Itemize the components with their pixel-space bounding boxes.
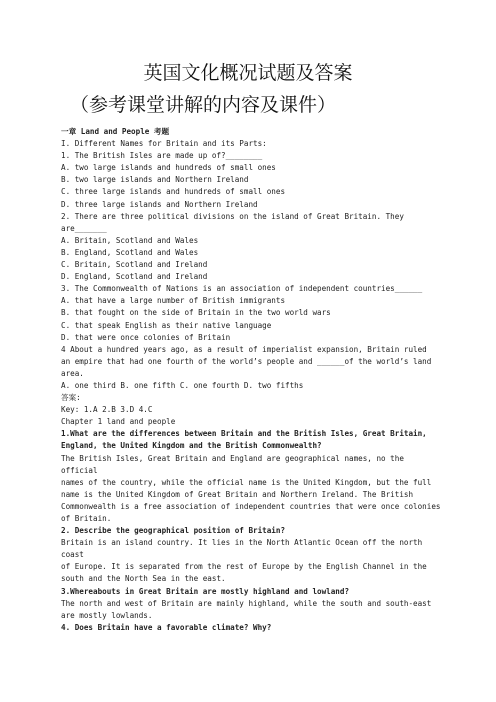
answer-2-line-1: Britain is an island country. It lies in the North Atlantic Ocean off the north coast [61, 538, 423, 560]
short-question-3: 3.Whereabouts in Great Britain are mostly highland and lowland? [61, 586, 350, 596]
q1-option-a: A. two large islands and hundreds of small ones [61, 163, 276, 173]
answer-label: 答案: [61, 393, 81, 403]
q2-option-d: D. England, Scotland and Ireland [61, 272, 208, 282]
q1-option-b: B. two large islands and Northern Ireland [61, 175, 249, 185]
q3-option-d: D. that were once colonies of Britain [61, 332, 231, 342]
q2-option-a: A. Britain, Scotland and Wales [61, 235, 199, 245]
q1-option-c: C. three large islands and hundreds of small ones [61, 187, 286, 197]
section-heading: I. Different Names for Britain and its Parts: [61, 139, 267, 149]
q2-option-c: C. Britain, Scotland and Ireland [61, 260, 208, 270]
document-subtitle: （参考课堂讲解的内容及课件） [70, 94, 337, 116]
answer-2-line-3: south and the North Sea in the east. [61, 574, 226, 584]
chapter-heading: 一章 Land and People 考题 [61, 127, 170, 136]
document-body [61, 126, 441, 634]
answer-key: Key: 1.A 2.B 3.D 4.C [61, 405, 153, 415]
answer-3-line-2: are mostly lowlands. [61, 610, 153, 620]
question-4-line-2: an empire that had one fourth of the world’s people and ______of the world’s land [61, 356, 432, 366]
question-4-line-3: area. [61, 368, 84, 378]
answer-3-line-1: The north and west of Britain are mainly highland, while the south and south-east [61, 598, 432, 608]
answer-1-line-2: names of the country, while the official name is the United Kingdom, but the full [61, 477, 432, 487]
answer-1-line-3: name is the United Kingdom of Great Britain and Northern Ireland. The British [61, 489, 414, 499]
q2-option-b: B. England, Scotland and Wales [61, 247, 199, 257]
question-3: 3. The Commonwealth of Nations is an association of independent countries______ [61, 284, 423, 294]
q3-option-a: A. that have a large number of British immigrants [61, 296, 286, 306]
answer-1-line-4: Commonwealth is a free association of independent countries that were once colonies [61, 501, 441, 511]
document-title: 英国文化概况试题及答案 [143, 62, 353, 84]
q3-option-b: B. that fought on the side of Britain in the two world wars [61, 308, 331, 318]
short-question-2: 2. Describe the geographical position of Britain? [61, 526, 286, 536]
answer-2-line-2: of Europe. It is separated from the rest of Europe by the English Channel in the [61, 562, 427, 572]
question-2-line-1: 2. There are three political divisions on the island of Great Britain. They [61, 211, 404, 221]
short-question-1-line-1: 1.What are the differences between Britain and the British Isles, Great Britain, [61, 429, 427, 439]
answer-1-line-1: The British Isles, Great Britain and England are geographical names, no the official [61, 453, 404, 475]
short-question-1-line-2: England, the United Kingdom and the British Commonwealth? [61, 441, 322, 451]
short-question-4: 4. Does Britain have a favorable climate? Why? [61, 622, 272, 632]
answer-1-line-5: of Britain. [61, 514, 112, 523]
question-2-line-2: are_______ [61, 223, 107, 233]
q1-option-d: D. three large islands and Northern Ireland [61, 199, 258, 209]
q3-option-c: C. that speak English as their native language [61, 320, 272, 330]
question-1: 1. The British Isles are made up of?________ [61, 151, 263, 161]
chapter-title-en: Chapter 1 land and people [61, 417, 176, 427]
question-4-line-1: 4 About a hundred years ago, as a result of imperialist expansion, Britain ruled [61, 344, 427, 354]
q4-options: A. one third B. one fifth C. one fourth D. two fifths [61, 380, 304, 390]
